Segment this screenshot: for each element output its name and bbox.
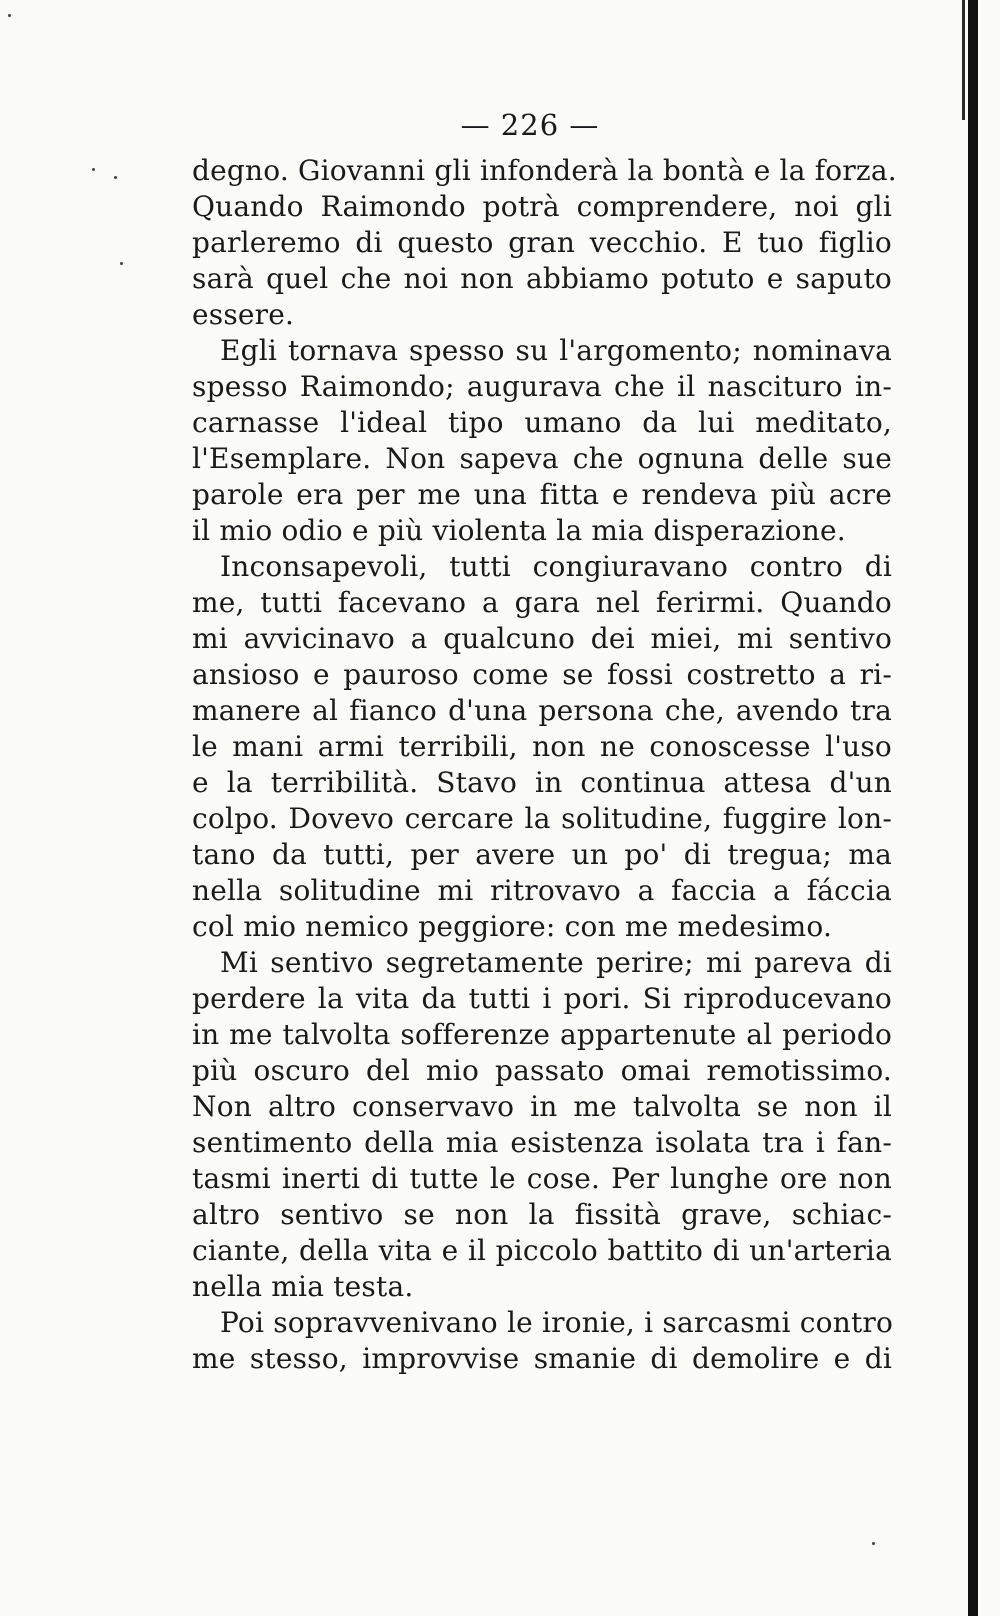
text-line: mi avvicinavo a qualcuno dei miei, mi sentivo <box>192 622 892 655</box>
paragraph <box>192 945 892 1305</box>
text-line: Non altro conservavo in me talvolta se non il <box>192 1090 892 1123</box>
text-line: spesso Raimondo; augurava che il nascituro in- <box>192 370 892 403</box>
text-line: colpo. Dovevo cercare la solitudine, fuggire lon- <box>192 802 892 835</box>
paragraph <box>192 549 892 945</box>
dust-speck <box>8 14 11 17</box>
text-line: Inconsapevoli, tutti congiuravano contro di <box>220 550 892 583</box>
text-line: Egli tornava spesso su l'argomento; nominava <box>220 334 892 367</box>
text-line: il mio odio e più violenta la mia disperazione. <box>192 514 846 547</box>
text-line: degno. Giovanni gli infonderà la bontà e la forza. <box>192 154 897 187</box>
text-line: parleremo di questo gran vecchio. E tuo figlio <box>192 226 892 259</box>
text-line: Mi sentivo segretamente perire; mi pareva di <box>220 946 892 979</box>
text-line: sentimento della mia esistenza isolata tra i fan- <box>192 1126 892 1159</box>
text-line: sarà quel che noi non abbiamo potuto e saputo <box>192 262 892 295</box>
text-line: me stesso, improvvise smanie di demolire e di <box>192 1342 892 1375</box>
text-line: più oscuro del mio passato omai remotissimo. <box>192 1054 892 1087</box>
text-line: nella mia testa. <box>192 1270 414 1303</box>
text-line: tasmi inerti di tutte le cose. Per lunghe ore non <box>192 1162 892 1195</box>
text-line: l'Esemplare. Non sapeva che ognuna delle sue <box>192 442 892 475</box>
text-line: in me talvolta sofferenze appartenute al periodo <box>192 1018 892 1051</box>
paragraph <box>192 333 892 549</box>
text-line: essere. <box>192 298 295 331</box>
text-line: carnasse l'ideal tipo umano da lui meditato, <box>192 406 892 439</box>
text-line: perdere la vita da tutti i pori. Si riproducevano <box>192 982 892 1015</box>
text-line: tano da tutti, per avere un po' di tregua; ma <box>192 838 892 871</box>
text-line: le mani armi terribili, non ne conoscesse l'uso <box>192 730 892 763</box>
dust-speck <box>114 176 117 179</box>
text-line: parole era per me una fitta e rendeva più acre <box>192 478 892 511</box>
text-line: col mio nemico peggiore: con me medesimo. <box>192 910 833 943</box>
paragraph <box>192 153 897 333</box>
text-line: nella solitudine mi ritrovavo a faccia a fáccia <box>192 874 892 907</box>
dust-speck <box>120 262 123 265</box>
paragraph <box>192 1305 892 1377</box>
text-line: ansioso e pauroso come se fossi costretto a ri- <box>192 658 892 691</box>
text-block <box>192 153 897 1377</box>
text-line: Poi sopravvenivano le ironie, i sarcasmi contro <box>220 1306 894 1339</box>
text-line: ciante, della vita e il piccolo battito di un'arteria <box>192 1234 892 1267</box>
dust-speck <box>92 168 95 171</box>
dust-speck <box>872 1542 875 1545</box>
text-line: altro sentivo se non la fissità grave, schiac- <box>192 1198 892 1231</box>
text-line: manere al fianco d'una persona che, avendo tra <box>192 694 892 727</box>
text-line: e la terribilità. Stavo in continua attesa d'un <box>192 766 892 799</box>
text-line: Quando Raimondo potrà comprendere, noi gli <box>192 190 892 223</box>
binding-edge <box>968 0 978 1616</box>
page-number: — 226 — <box>460 108 600 142</box>
text-line: me, tutti facevano a gara nel ferirmi. Quando <box>192 586 892 619</box>
